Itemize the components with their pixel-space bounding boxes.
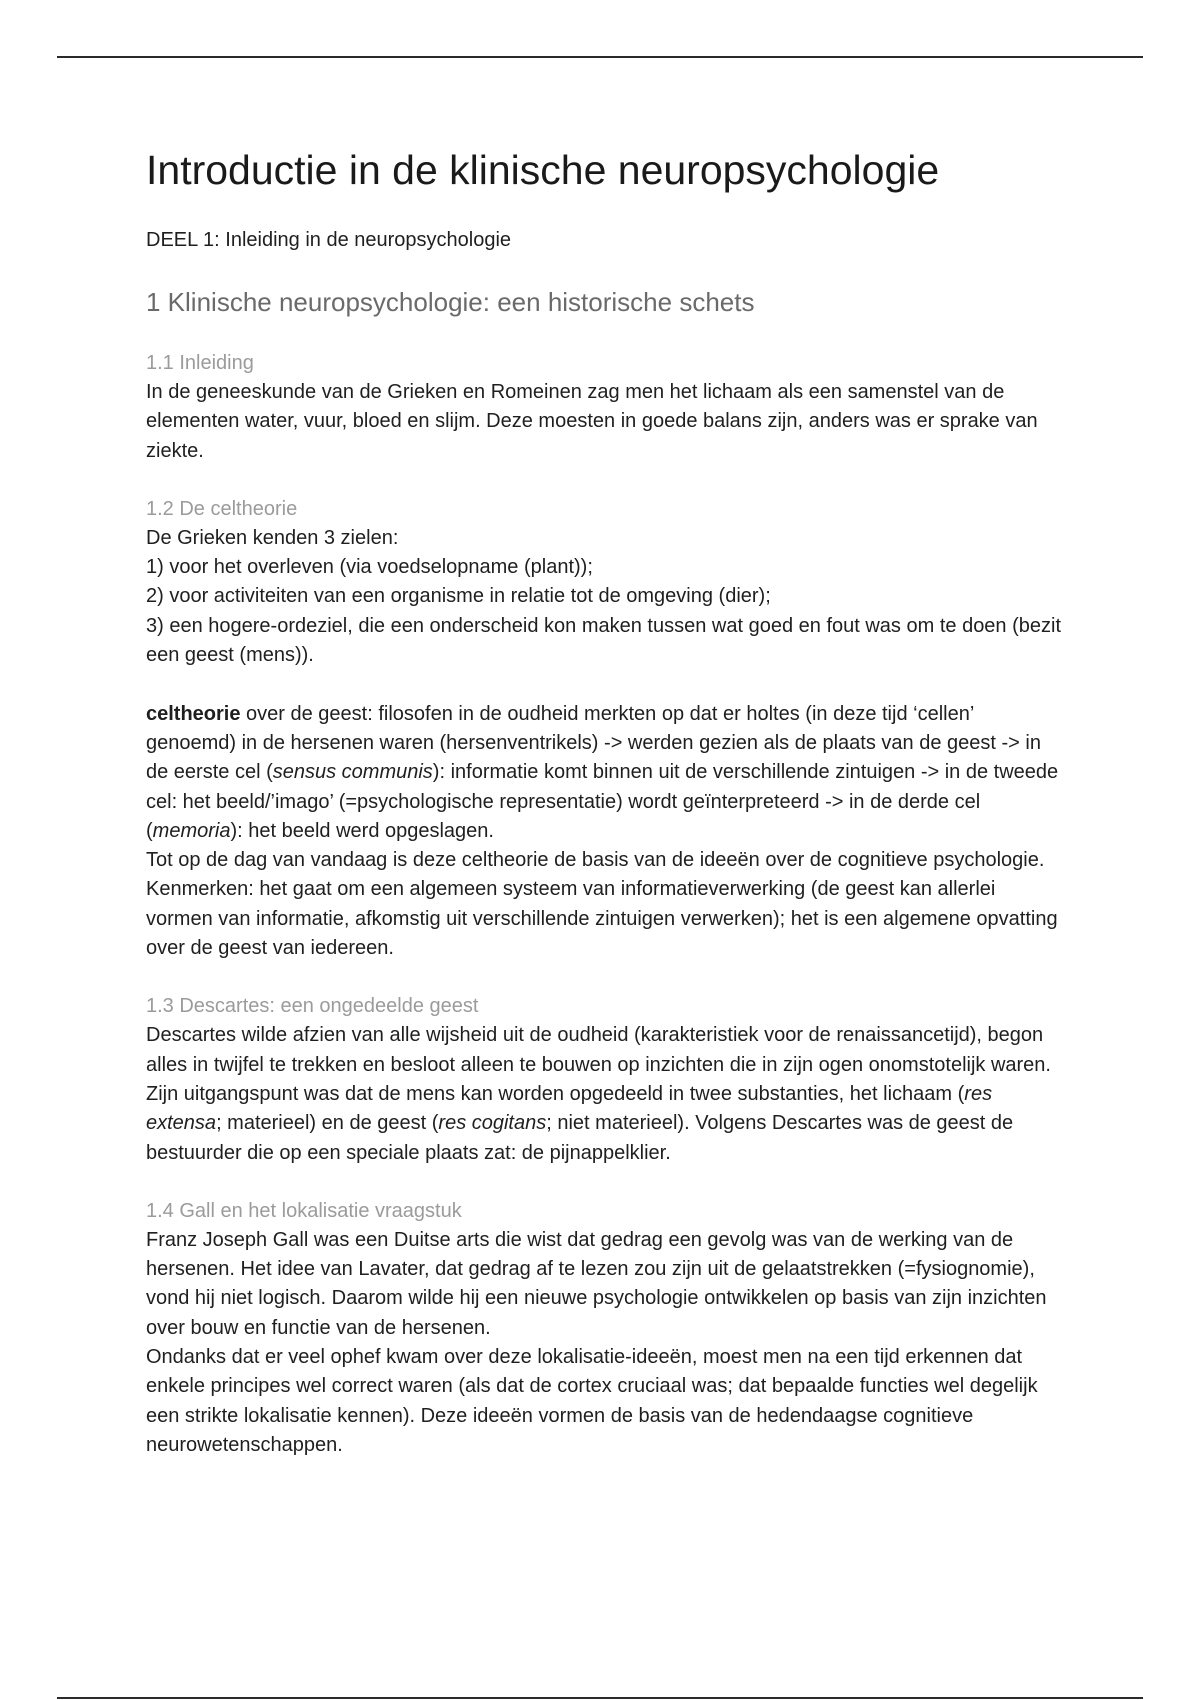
term-res-cogitans: res cogitans <box>438 1112 547 1135</box>
text-run: ; niet materieel). Volgens Descartes was de geest de bestuurder die op een speciale plaats zat: de pijnappelklier. <box>146 1112 1014 1164</box>
section-heading: 1.4 Gall en het lokalisatie vraagstuk <box>146 1199 462 1222</box>
paragraph: Tot op de dag van vandaag is deze celtheorie de basis van de ideeën over de cognitieve psychologie. Kenmerken: het gaat om een algemeen systeem van informatieverwerking (de geest kan allerlei vormen van informatie, afkomstig uit verschillende zintuigen verwerken); het is een algemene opvatting over de geest van iedereen. <box>146 849 1058 960</box>
text-run: ): het beeld werd opgeslagen. <box>230 819 494 842</box>
paragraph-intro <box>146 524 1066 670</box>
section-heading: 1.2 De celtheorie <box>146 497 298 520</box>
section-1-1 <box>146 349 1066 466</box>
paragraph: In de geneeskunde van de Grieken en Romeinen zag men het lichaam als een samenstel van de elementen water, vuur, bloed en slijm. Deze moesten in goede balans zijn, anders was er sprake van ziekte. <box>146 381 1038 462</box>
text-run: ): informatie komt binnen uit de verschillende zintuigen -> in de tweede cel: het beeld/’imago’ (=psychologische representatie) wordt geïnterpreteerd -> in de derde cel ( <box>146 761 1059 842</box>
part-title: DEEL 1: Inleiding in de neuropsychologie <box>146 229 512 251</box>
term-sensus-communis: sensus communis <box>272 761 433 784</box>
document-title: Introductie in de klinische neuropsychologie <box>146 147 940 193</box>
paragraph-celtheorie <box>146 700 1066 846</box>
section-heading: 1.1 Inleiding <box>146 352 254 374</box>
list-item: 2) voor activiteiten van een organisme in relatie tot de omgeving (dier); <box>146 585 771 608</box>
list-item: 1) voor het overleven (via voedselopname (plant)); <box>146 556 593 579</box>
paragraph-descartes <box>146 1021 1066 1167</box>
top-rule <box>57 56 1143 58</box>
section-1-2 <box>146 495 1066 963</box>
term-celtheorie: celtheorie <box>146 702 241 725</box>
paragraph: Ondanks dat er veel ophef kwam over deze lokalisatie-ideeën, moest men na een tijd erkennen dat enkele principes wel correct waren (als dat de cortex cruciaal was; dat bepaalde functies wel degelijk een strikte lokalisatie kennen). Deze ideeën vormen de basis van de hedendaagse cognitieve neurowetenschappen. <box>146 1346 1038 1456</box>
chapter-title: 1 Klinische neuropsychologie: een historische schets <box>146 287 755 317</box>
paragraph: Franz Joseph Gall was een Duitse arts die wist dat gedrag een gevolg was van de werking van de hersenen. Het idee van Lavater, dat gedrag af te lezen zou zijn uit de gelaatstrekken (=fysiognomie), vond hij niet logisch. Daarom wilde hij een nieuwe psychologie ontwikkelen op basis van zijn inzichten over bouw en functie van de hersenen. <box>146 1228 1047 1339</box>
section-1-4 <box>146 1197 1066 1460</box>
list-intro: De Grieken kenden 3 zielen: <box>146 526 399 549</box>
text-run: Descartes wilde afzien van alle wijsheid uit de oudheid (karakteristiek voor de renaissancetijd), begon alles in twijfel te trekken en besloot alleen te bouwen op inzichten die in zijn ogen onomstotelijk waren. Zijn uitgangspunt was dat de mens kan worden opgedeeld in twee substanties, het lichaam ( <box>146 1024 1051 1105</box>
list-item: 3) een hogere-ordeziel, die een onderscheid kon maken tussen wat goed en fout was om te doen (bezit een geest (mens)). <box>146 614 1062 667</box>
text-run: over de geest: filosofen in de oudheid merkten op dat er holtes (in deze tijd ‘cellen’ genoemd) in de hersenen waren (hersenventrikels) -> werden gezien als de plaats van de geest -> in de eerste cel ( <box>146 702 1041 784</box>
text-run: ; materieel) en de geest ( <box>216 1112 439 1135</box>
section-heading: 1.3 Descartes: een ongedeelde geest <box>146 995 479 1018</box>
document-page <box>146 140 1066 1460</box>
term-memoria: memoria <box>152 819 231 842</box>
bottom-rule <box>57 1697 1143 1699</box>
section-1-3 <box>146 992 1066 1167</box>
term-res-extensa: res extensa <box>146 1082 993 1135</box>
